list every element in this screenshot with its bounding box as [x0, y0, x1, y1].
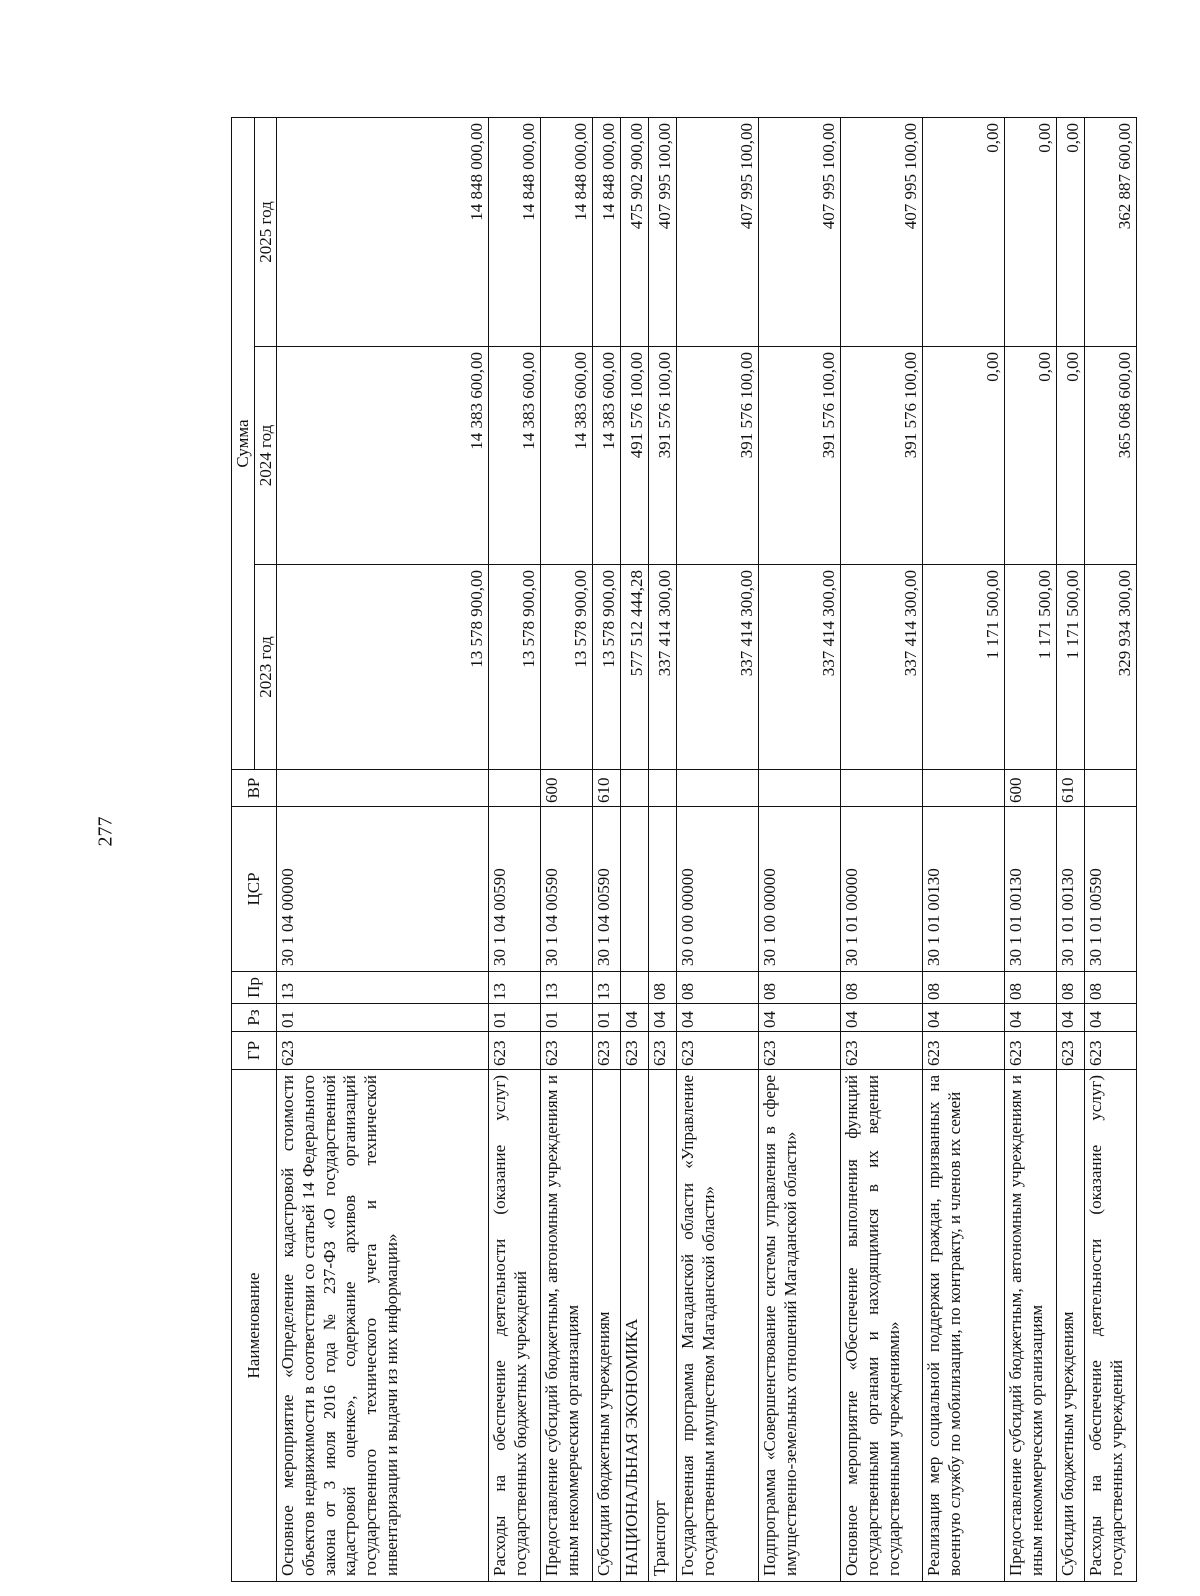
- row-sum-2024: 391 576 100,00: [759, 347, 841, 565]
- row-rz: 04: [1005, 1004, 1057, 1032]
- row-rz: 04: [677, 1004, 759, 1032]
- row-sum-2025: 407 995 100,00: [841, 117, 923, 346]
- row-sum-2023: 13 578 900,00: [593, 565, 621, 770]
- row-sum-2023: 1 171 500,00: [923, 565, 1005, 770]
- table-body: [277, 117, 1137, 1581]
- row-sum-2025: 0,00: [923, 117, 1005, 346]
- row-rz: 01: [541, 1004, 593, 1032]
- row-sum-2025: 14 848 000,00: [277, 117, 489, 346]
- row-name: НАЦИОНАЛЬНАЯ ЭКОНОМИКА: [621, 1070, 649, 1582]
- row-name: Субсидии бюджетным учреждениям: [593, 1070, 621, 1582]
- row-sum-2023: 1 171 500,00: [1057, 565, 1085, 770]
- row-csr: 30 1 01 00130: [1005, 807, 1057, 972]
- row-sum-2023: 329 934 300,00: [1085, 565, 1137, 770]
- row-gr: 623: [1005, 1032, 1057, 1070]
- row-vr: [923, 770, 1005, 807]
- row-csr: 30 1 04 00590: [593, 807, 621, 972]
- row-pr: 08: [677, 972, 759, 1004]
- row-sum-2023: 337 414 300,00: [759, 565, 841, 770]
- row-vr: 600: [541, 770, 593, 807]
- row-pr: 08: [759, 972, 841, 1004]
- table-row: [759, 117, 841, 1581]
- row-csr: [649, 807, 677, 972]
- row-vr: [841, 770, 923, 807]
- row-sum-2023: 577 512 444,28: [621, 565, 649, 770]
- row-name: Расходы на обеспечение деятельности (оказание услуг) государственных бюджетных учреждений: [489, 1070, 541, 1582]
- row-gr: 623: [1057, 1032, 1085, 1070]
- row-sum-2024: 14 383 600,00: [277, 347, 489, 565]
- row-sum-2024: 365 068 600,00: [1085, 347, 1137, 565]
- table-row: [593, 117, 621, 1581]
- rotated-page: [231, 118, 1135, 1582]
- row-pr: [621, 972, 649, 1004]
- row-gr: 623: [759, 1032, 841, 1070]
- budget-table: [231, 117, 1137, 1582]
- row-sum-2023: 337 414 300,00: [841, 565, 923, 770]
- row-pr: 13: [277, 972, 489, 1004]
- table-row: [677, 117, 759, 1581]
- row-csr: 30 1 04 00590: [541, 807, 593, 972]
- row-vr: [759, 770, 841, 807]
- table-row: [489, 117, 541, 1581]
- row-pr: 08: [1057, 972, 1085, 1004]
- row-sum-2025: 362 887 600,00: [1085, 117, 1137, 346]
- header-sum: Сумма: [232, 117, 255, 769]
- header-2024: 2024 год: [254, 347, 277, 565]
- row-name: Субсидии бюджетным учреждениям: [1057, 1070, 1085, 1582]
- row-sum-2023: 1 171 500,00: [1005, 565, 1057, 770]
- row-name: Государственная программа Магаданской области «Управление государственным имуществом Магаданской области»: [677, 1070, 759, 1582]
- row-gr: 623: [841, 1032, 923, 1070]
- row-sum-2024: 391 576 100,00: [841, 347, 923, 565]
- table-row: [621, 117, 649, 1581]
- row-vr: [677, 770, 759, 807]
- row-pr: 08: [649, 972, 677, 1004]
- row-pr: 08: [1005, 972, 1057, 1004]
- header-2023: 2023 год: [254, 565, 277, 770]
- table-row: [923, 117, 1005, 1581]
- row-sum-2025: 407 995 100,00: [677, 117, 759, 346]
- row-sum-2025: 0,00: [1057, 117, 1085, 346]
- row-name: Подпрограмма «Совершенствование системы управления в сфере имущественно-земельных отношений Магаданской области»: [759, 1070, 841, 1582]
- header-row-1: [232, 117, 255, 1581]
- row-name: Предоставление субсидий бюджетным, автономным учреждениям и иным некоммерческим организациям: [541, 1070, 593, 1582]
- row-sum-2023: 337 414 300,00: [677, 565, 759, 770]
- row-pr: 08: [1085, 972, 1137, 1004]
- row-gr: 623: [593, 1032, 621, 1070]
- row-vr: 610: [1057, 770, 1085, 807]
- row-pr: 08: [923, 972, 1005, 1004]
- row-gr: 623: [489, 1032, 541, 1070]
- table-row: [1005, 117, 1057, 1581]
- row-csr: 30 1 01 00130: [923, 807, 1005, 972]
- row-csr: 30 1 04 00000: [277, 807, 489, 972]
- row-sum-2025: 475 902 900,00: [621, 117, 649, 346]
- row-rz: 04: [1085, 1004, 1137, 1032]
- row-name: Основное мероприятие «Определение кадастровой стоимости объектов недвижимости в соответствии со статьей 14 Федерального закона от 3 июля 2016 года № 237-ФЗ «О государственной кадастровой оценке», содержание архивов организаций государственного технического учета и технической инвентаризации и выдачи из них информации»: [277, 1070, 489, 1582]
- row-sum-2025: 407 995 100,00: [759, 117, 841, 346]
- page-number: 277: [94, 816, 117, 847]
- row-rz: 04: [923, 1004, 1005, 1032]
- row-sum-2023: 13 578 900,00: [489, 565, 541, 770]
- row-sum-2024: 391 576 100,00: [649, 347, 677, 565]
- row-sum-2025: 14 848 000,00: [489, 117, 541, 346]
- row-rz: 01: [593, 1004, 621, 1032]
- row-vr: [649, 770, 677, 807]
- row-sum-2023: 13 578 900,00: [277, 565, 489, 770]
- row-vr: [1085, 770, 1137, 807]
- row-gr: 623: [677, 1032, 759, 1070]
- row-name: Реализация мер социальной поддержки граждан, призванных на военную службу по мобилизации, по контракту, и членов их семей: [923, 1070, 1005, 1582]
- table-row: [841, 117, 923, 1581]
- row-rz: 01: [489, 1004, 541, 1032]
- table-row: [1057, 117, 1085, 1581]
- row-vr: [277, 770, 489, 807]
- row-sum-2024: 14 383 600,00: [489, 347, 541, 565]
- header-name: Наименование: [232, 1070, 277, 1582]
- row-sum-2023: 13 578 900,00: [541, 565, 593, 770]
- row-csr: [621, 807, 649, 972]
- row-sum-2025: 14 848 000,00: [541, 117, 593, 346]
- row-csr: 30 1 04 00590: [489, 807, 541, 972]
- row-name: Основное мероприятие «Обеспечение выполнения функций государственными органами и находящимися в их ведении государственными учреждениями»: [841, 1070, 923, 1582]
- table-row: [541, 117, 593, 1581]
- table-row: [277, 117, 489, 1581]
- row-sum-2024: 14 383 600,00: [593, 347, 621, 565]
- header-gr: ГР: [232, 1032, 277, 1070]
- row-sum-2024: 14 383 600,00: [541, 347, 593, 565]
- header-2025: 2025 год: [254, 117, 277, 346]
- row-pr: 13: [541, 972, 593, 1004]
- row-rz: 04: [841, 1004, 923, 1032]
- row-vr: [489, 770, 541, 807]
- row-vr: [621, 770, 649, 807]
- row-csr: 30 1 01 00590: [1085, 807, 1137, 972]
- row-name: Расходы на обеспечение деятельности (оказание услуг) государственных учреждений: [1085, 1070, 1137, 1582]
- row-gr: 623: [923, 1032, 1005, 1070]
- row-gr: 623: [1085, 1032, 1137, 1070]
- row-sum-2024: 0,00: [923, 347, 1005, 565]
- row-csr: 30 1 01 00130: [1057, 807, 1085, 972]
- table-row: [649, 117, 677, 1581]
- row-csr: 30 1 01 00000: [841, 807, 923, 972]
- row-rz: 04: [759, 1004, 841, 1032]
- header-rz: Рз: [232, 1004, 277, 1032]
- row-gr: 623: [649, 1032, 677, 1070]
- header-csr: ЦСР: [232, 807, 277, 972]
- row-rz: 04: [649, 1004, 677, 1032]
- row-rz: 04: [621, 1004, 649, 1032]
- row-gr: 623: [277, 1032, 489, 1070]
- row-sum-2024: 491 576 100,00: [621, 347, 649, 565]
- row-sum-2025: 14 848 000,00: [593, 117, 621, 346]
- row-name: Предоставление субсидий бюджетным, автономным учреждениям и иным некоммерческим организациям: [1005, 1070, 1057, 1582]
- row-pr: 13: [489, 972, 541, 1004]
- row-sum-2023: 337 414 300,00: [649, 565, 677, 770]
- row-sum-2024: 0,00: [1057, 347, 1085, 565]
- row-name: Транспорт: [649, 1070, 677, 1582]
- row-csr: 30 1 00 00000: [759, 807, 841, 972]
- row-vr: 600: [1005, 770, 1057, 807]
- row-gr: 623: [541, 1032, 593, 1070]
- header-vr: ВР: [232, 770, 277, 807]
- row-pr: 13: [593, 972, 621, 1004]
- row-sum-2024: 0,00: [1005, 347, 1057, 565]
- row-sum-2024: 391 576 100,00: [677, 347, 759, 565]
- row-csr: 30 0 00 00000: [677, 807, 759, 972]
- header-pr: Пр: [232, 972, 277, 1004]
- row-sum-2025: 407 995 100,00: [649, 117, 677, 346]
- table-row: [1085, 117, 1137, 1581]
- row-rz: 04: [1057, 1004, 1085, 1032]
- row-sum-2025: 0,00: [1005, 117, 1057, 346]
- row-pr: 08: [841, 972, 923, 1004]
- row-vr: 610: [593, 770, 621, 807]
- row-gr: 623: [621, 1032, 649, 1070]
- row-rz: 01: [277, 1004, 489, 1032]
